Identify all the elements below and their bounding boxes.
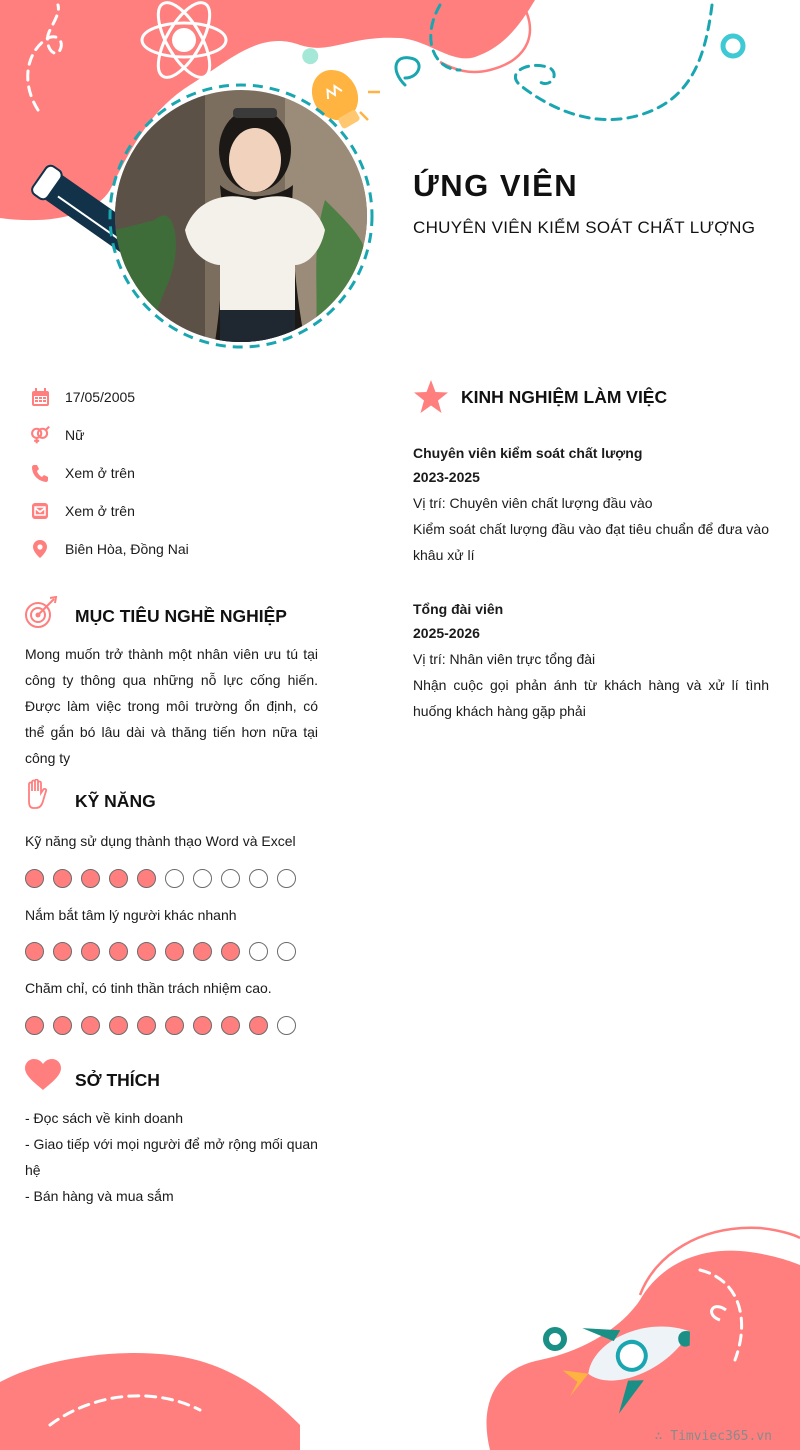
- skill-rating: [25, 1016, 296, 1035]
- contact-text: Biên Hòa, Đồng Nai: [65, 541, 189, 557]
- experience-position: Vị trí: Nhân viên trực tổng đài: [413, 651, 596, 667]
- experience-period: 2025-2026: [413, 625, 480, 641]
- rating-dot-filled: [165, 942, 184, 961]
- rating-dot-empty: [193, 869, 212, 888]
- rating-dot-filled: [137, 869, 156, 888]
- contact-text: Xem ở trên: [65, 503, 135, 519]
- rating-dot-filled: [53, 1016, 72, 1035]
- hand-icon: [25, 779, 49, 816]
- hobby-item: - Bán hàng và mua sắm: [25, 1188, 174, 1204]
- experience-description: Kiểm soát chất lượng đầu vào đạt tiêu chuẩn để đưa vào khâu xử lí: [413, 521, 769, 563]
- objective-title: MỤC TIÊU NGHỀ NGHIỆP: [75, 606, 287, 626]
- hobby-item: - Đọc sách về kinh doanh: [25, 1110, 183, 1126]
- location-pin-icon: [30, 539, 50, 559]
- heart-icon: [25, 1059, 61, 1096]
- experience-company: Tổng đài viên: [413, 601, 504, 617]
- hobbies-list: [25, 1105, 320, 1209]
- email-icon: [30, 501, 50, 521]
- rating-dot-filled: [249, 1016, 268, 1035]
- rating-dot-filled: [109, 869, 128, 888]
- rating-dot-empty: [165, 869, 184, 888]
- rating-dot-filled: [137, 1016, 156, 1035]
- rating-dot-filled: [81, 942, 100, 961]
- rating-dot-filled: [193, 942, 212, 961]
- contact-gender: [30, 423, 85, 447]
- contact-text: Nữ: [65, 427, 85, 443]
- rating-dot-filled: [193, 1016, 212, 1035]
- rating-dot-empty: [277, 869, 296, 888]
- skill-rating: [25, 869, 296, 888]
- rating-dot-filled: [25, 869, 44, 888]
- watermark: ∴ Timviec365.vn: [654, 1429, 772, 1444]
- target-icon: [24, 596, 58, 635]
- experience-position: Vị trí: Chuyên viên chất lượng đầu vào: [413, 495, 653, 511]
- ring-decoration: [723, 36, 743, 56]
- rating-dot-filled: [53, 869, 72, 888]
- rating-dot-filled: [137, 942, 156, 961]
- contact-text: 17/05/2005: [65, 389, 136, 405]
- skill-rating: [25, 942, 296, 961]
- rating-dot-empty: [249, 942, 268, 961]
- skill-name: Chăm chỉ, có tinh thần trách nhiệm cao.: [25, 980, 272, 996]
- rating-dot-filled: [221, 1016, 240, 1035]
- calendar-icon: [30, 387, 50, 407]
- rating-dot-filled: [53, 942, 72, 961]
- gender-icon: [30, 425, 50, 445]
- candidate-name: ỨNG VIÊN: [413, 168, 579, 203]
- experience-description: Nhận cuộc gọi phản ánh từ khách hàng và xử lí tình huống khách hàng gặp phải: [413, 677, 769, 719]
- rating-dot-filled: [109, 1016, 128, 1035]
- rating-dot-empty: [277, 1016, 296, 1035]
- contact-address: [30, 537, 189, 561]
- avatar: [115, 90, 367, 342]
- contact-birthdate: [30, 385, 136, 409]
- ring-decoration: [546, 1330, 564, 1348]
- experience-title: KINH NGHIỆM LÀM VIỆC: [461, 387, 668, 407]
- rating-dot-empty: [221, 869, 240, 888]
- hobbies-title: SỞ THÍCH: [75, 1070, 160, 1090]
- rating-dot-empty: [277, 942, 296, 961]
- bottom-left-blob: [0, 1353, 300, 1450]
- contact-email: [30, 499, 135, 523]
- skill-name: Nắm bắt tâm lý người khác nhanh: [25, 907, 237, 923]
- hobby-item: - Giao tiếp với mọi người để mở rộng mối quan hệ: [25, 1136, 318, 1178]
- rating-dot-filled: [81, 1016, 100, 1035]
- experience-period: 2023-2025: [413, 469, 480, 485]
- experience-company: Chuyên viên kiểm soát chất lượng: [413, 445, 643, 461]
- rating-dot-filled: [109, 942, 128, 961]
- rating-dot-filled: [165, 1016, 184, 1035]
- star-icon: [413, 380, 449, 419]
- rating-dot-filled: [81, 869, 100, 888]
- rating-dot-filled: [25, 942, 44, 961]
- rating-dot-empty: [249, 869, 268, 888]
- rating-dot-filled: [25, 1016, 44, 1035]
- job-title: CHUYÊN VIÊN KIỂM SOÁT CHẤT LƯỢNG: [413, 218, 756, 237]
- contact-text: Xem ở trên: [65, 465, 135, 481]
- contact-phone: [30, 461, 135, 485]
- phone-icon: [30, 463, 50, 483]
- rating-dot-filled: [221, 942, 240, 961]
- skill-name: Kỹ năng sử dụng thành thạo Word và Excel: [25, 833, 296, 849]
- skills-title: KỸ NĂNG: [75, 791, 156, 811]
- objective-text: Mong muốn trở thành một nhân viên ưu tú tại công ty thông qua những nỗ lực cống hiến. Được làm việc trong môi trường ổn định, có thể gắn bó lâu dài và thăng tiến hơn nữa tại công ty: [25, 646, 318, 766]
